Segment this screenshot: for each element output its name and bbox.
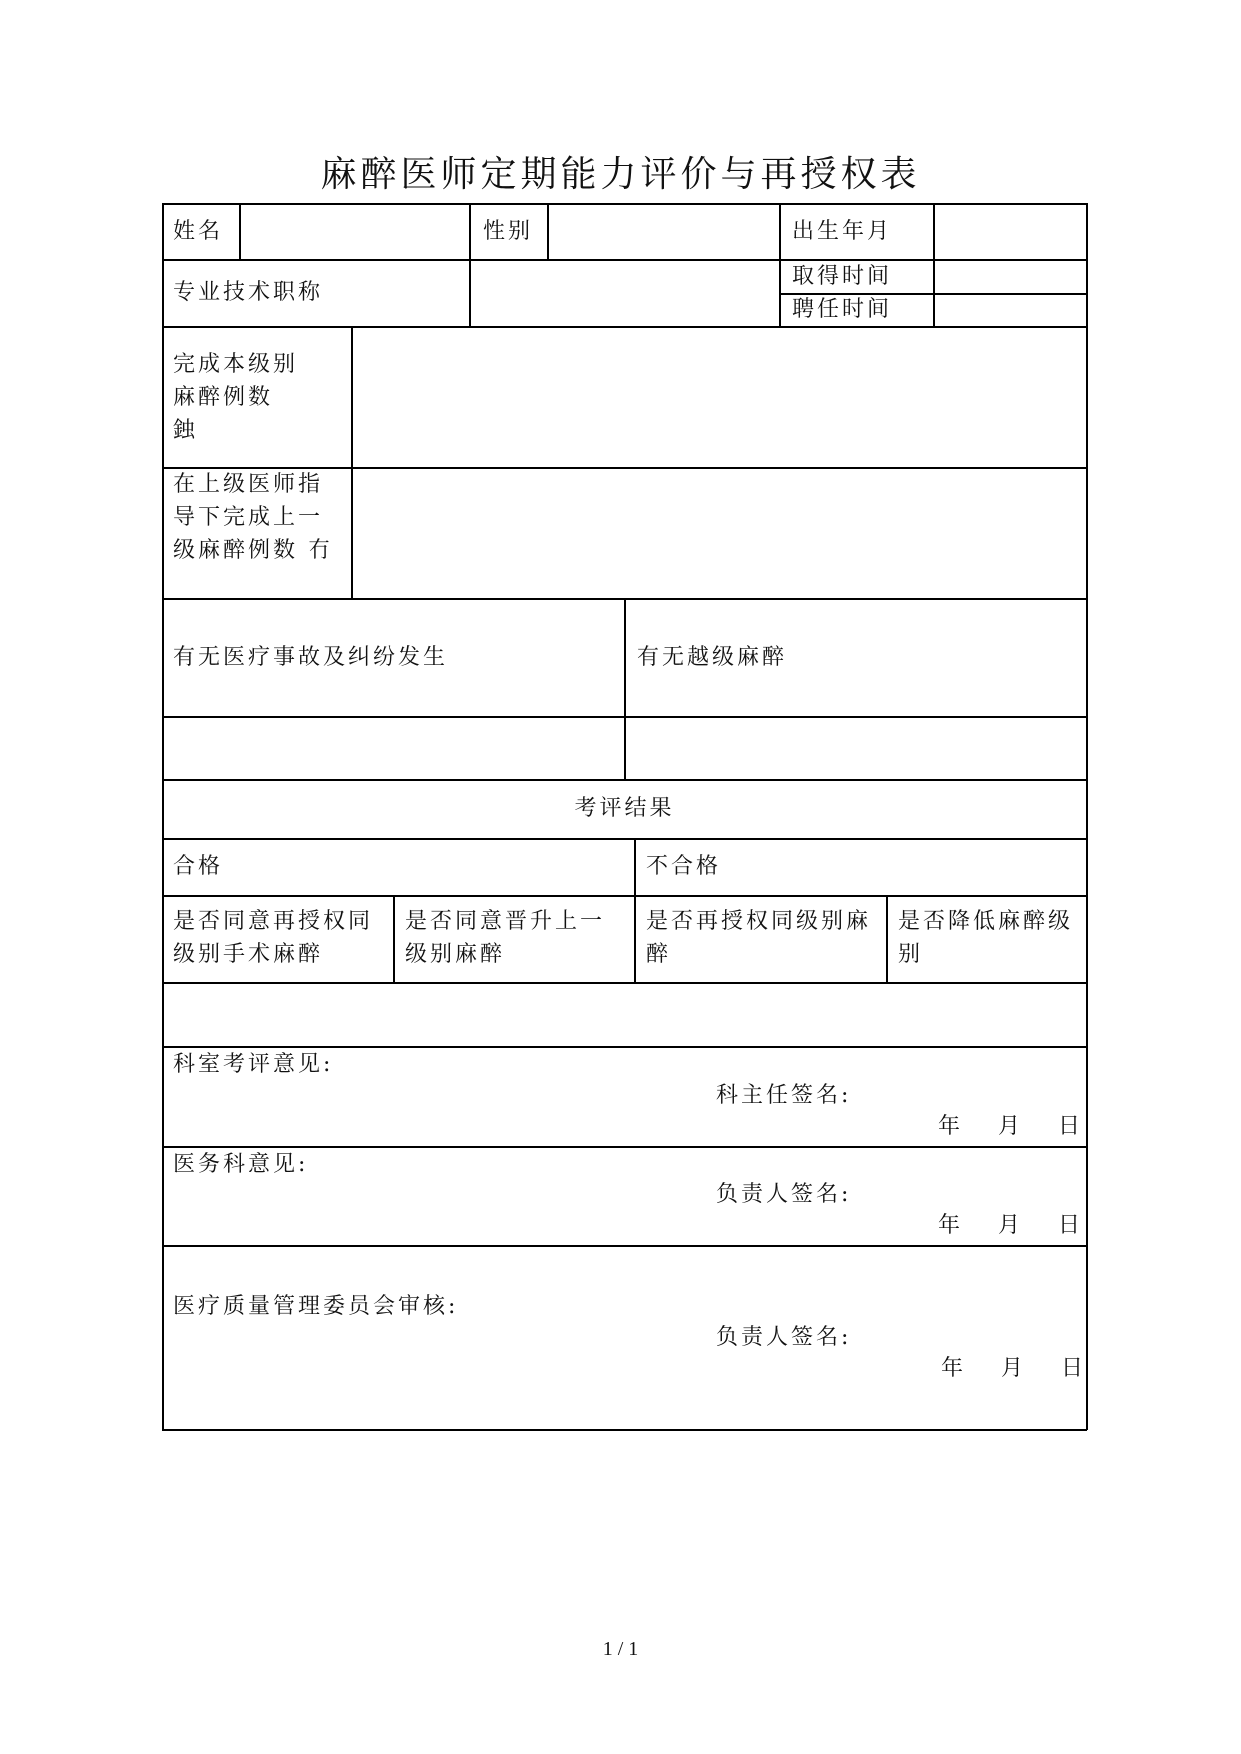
table-border-bottom bbox=[162, 1429, 1087, 1431]
col-line bbox=[393, 895, 395, 982]
cases-current-field[interactable] bbox=[353, 328, 1084, 465]
question-reauthorize-same-level: 是否同意再授权同 级别手术麻醉 bbox=[173, 909, 374, 967]
gender-label: 性别 bbox=[483, 219, 534, 244]
question-reauthorize-same-level-fail: 是否再授权同级别麻 醉 bbox=[646, 909, 872, 967]
col-line bbox=[634, 838, 636, 982]
row-line bbox=[162, 838, 1087, 840]
page-title: 麻醉医师定期能力评价与再授权表 bbox=[320, 154, 921, 195]
medical-opinion-label: 医务科意见: bbox=[173, 1152, 309, 1177]
row-line bbox=[162, 779, 1087, 781]
question-promote-level: 是否同意晋升上一 级别麻醉 bbox=[405, 909, 606, 967]
cases-current-label: 完成本级别 麻醉例数 鉵 bbox=[173, 352, 299, 443]
gender-field[interactable] bbox=[549, 205, 777, 257]
title-field[interactable] bbox=[471, 261, 777, 324]
col-line bbox=[779, 203, 781, 326]
medical-date: 年 月 日 bbox=[938, 1213, 1083, 1238]
cases-upper-field[interactable] bbox=[353, 469, 1084, 596]
fail-label: 不合格 bbox=[646, 854, 722, 879]
overlevel-field[interactable] bbox=[626, 718, 1084, 777]
obtain-time-label: 取得时间 bbox=[792, 264, 893, 289]
committee-sign-label: 负责人签名: bbox=[716, 1325, 852, 1350]
result-header: 考评结果 bbox=[574, 796, 675, 821]
row-line bbox=[162, 1245, 1087, 1247]
answer-cell-q2[interactable] bbox=[395, 984, 632, 1044]
title-label: 专业技术职称 bbox=[173, 280, 324, 305]
employ-time-label: 聘任时间 bbox=[792, 297, 893, 322]
row-line bbox=[162, 895, 1087, 897]
accident-label: 有无医疗事故及纠纷发生 bbox=[173, 645, 449, 670]
question-lower-level: 是否降低麻醉级 别 bbox=[898, 909, 1074, 967]
employ-time-field[interactable] bbox=[935, 295, 1084, 324]
overlevel-label: 有无越级麻醉 bbox=[637, 645, 788, 670]
dept-date: 年 月 日 bbox=[938, 1114, 1083, 1139]
dept-sign-label: 科主任签名: bbox=[716, 1083, 852, 1108]
birth-field[interactable] bbox=[935, 205, 1084, 257]
answer-cell-q4[interactable] bbox=[888, 984, 1084, 1044]
birth-label: 出生年月 bbox=[792, 219, 893, 244]
name-label: 姓名 bbox=[173, 219, 224, 244]
name-field[interactable] bbox=[241, 205, 467, 257]
pass-label: 合格 bbox=[173, 854, 224, 879]
obtain-time-field[interactable] bbox=[935, 261, 1084, 291]
accident-field[interactable] bbox=[164, 718, 622, 777]
col-line bbox=[886, 895, 888, 982]
medical-sign-label: 负责人签名: bbox=[716, 1182, 852, 1207]
page-number: 1 / 1 bbox=[602, 1638, 639, 1660]
dept-opinion-label: 科室考评意见: bbox=[173, 1052, 334, 1077]
answer-cell-q3[interactable] bbox=[636, 984, 884, 1044]
answer-cell-q1[interactable] bbox=[164, 984, 391, 1044]
cases-upper-label: 在上级医师指 导下完成上一 级麻醉例数 冇 bbox=[173, 472, 333, 563]
committee-date: 年 月 日 bbox=[941, 1356, 1086, 1381]
committee-review-label: 医疗质量管理委员会审核: bbox=[173, 1294, 459, 1319]
